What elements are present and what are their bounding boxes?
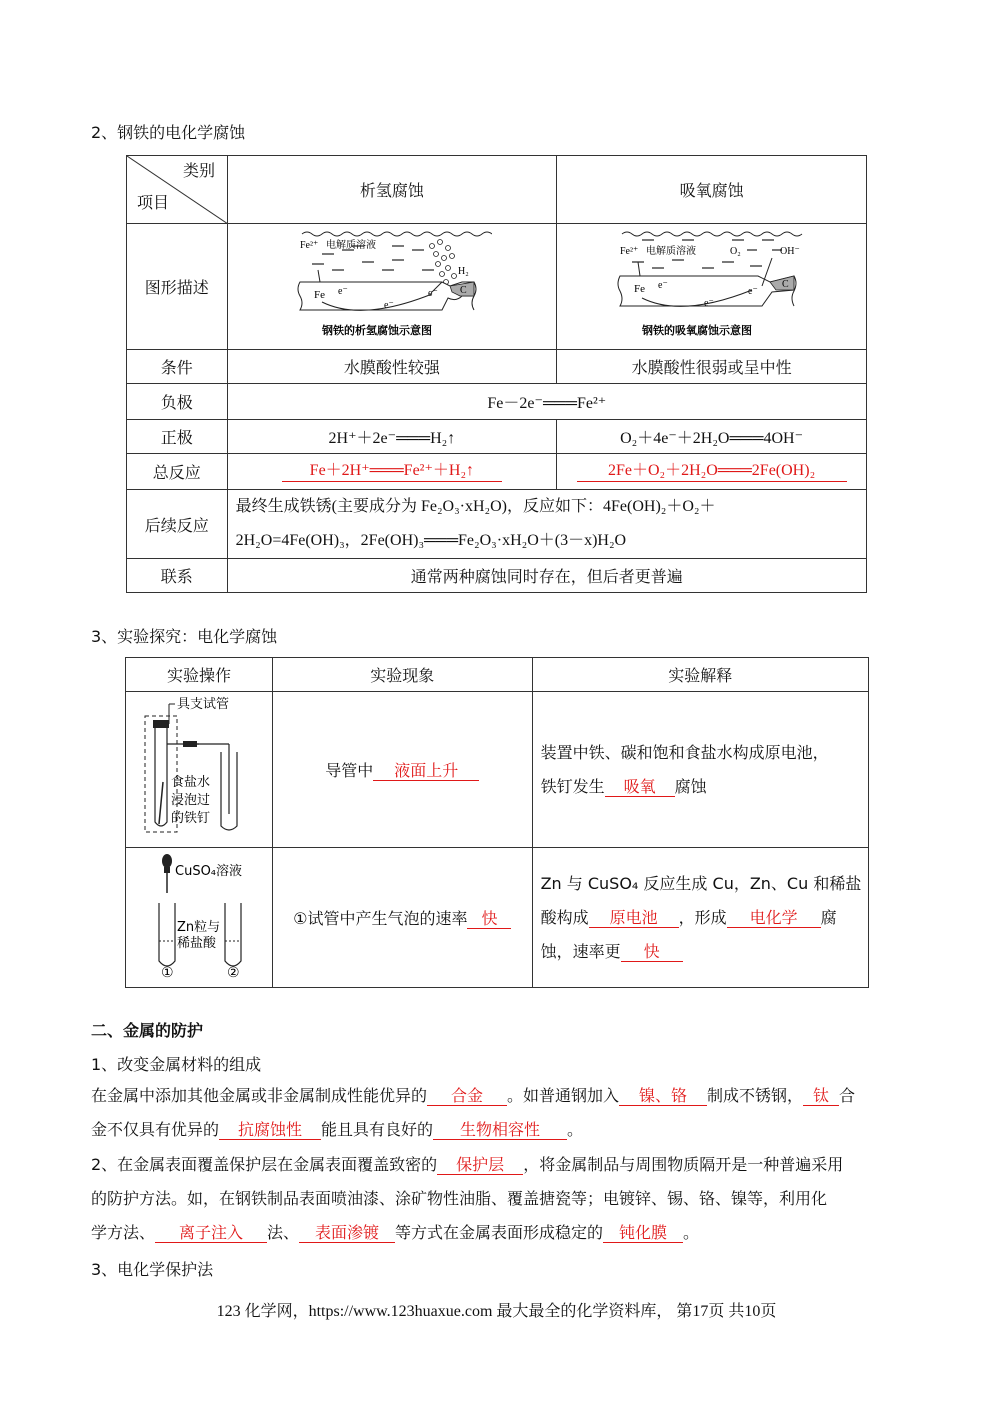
p1-answer-corrosion-resistance: 抗腐蚀性 [219, 1120, 321, 1140]
fig1-fe2: Fe²⁺ [299, 239, 319, 251]
zinc-acid-tubes-diagram [129, 851, 269, 981]
corrosion-table [126, 155, 867, 593]
relation-text: 通常两种腐蚀同时存在，但后者更普遍 [227, 559, 866, 593]
p2-answer-passivation-film: 钝化膜 [603, 1223, 683, 1243]
p1-answer-alloy: 合金 [427, 1086, 507, 1106]
follow-line-2: 2H₂O=4Fe(OH)₃，2Fe(OH)₃═══Fe₂O₃·xH₂O＋(3－x)H₂O [235, 532, 627, 549]
header-category: 类别 [183, 161, 216, 180]
exp2-zn-label-2: 稀盐酸 [176, 935, 216, 951]
total-oxygen: 2Fe＋O₂＋2H₂O═══2Fe(OH)₂ [577, 461, 847, 481]
protection-paragraph-1 [91, 1079, 903, 1147]
exp2-tube-1-number: ① [160, 964, 174, 981]
p1-text-g: 能且具有良好的 [321, 1120, 434, 1139]
p2-text-a: 2、在金属表面覆盖保护层在金属表面覆盖致密的 [91, 1155, 438, 1174]
exp1-phen-prefix: 导管中 [325, 760, 374, 780]
fig2-o2: O₂ [729, 245, 741, 257]
protection-sub-1: 1、改变金属材料的组成 [91, 1055, 262, 1074]
diagonal-header-cell [127, 156, 228, 224]
iron-nail-apparatus-diagram [129, 694, 269, 842]
exp1-exp-prefix: 铁钉发生 [540, 776, 605, 796]
exp1-phenomenon [272, 692, 532, 848]
total-hydrogen: Fe＋2H⁺═══Fe²⁺＋H₂↑ [282, 461, 502, 481]
exp1-exp-suffix: 腐蚀 [674, 776, 707, 796]
fig1-caption: 钢铁的析氢腐蚀示意图 [321, 324, 432, 337]
fig1-c: C [459, 284, 467, 296]
fig1-e1: e⁻ [337, 285, 348, 297]
condition-hydrogen: 水膜酸性较强 [227, 350, 557, 384]
exp2-exp-answer-1: 原电池 [589, 908, 679, 928]
oxygen-corrosion-diagram [612, 226, 812, 344]
fig2-oh: OH⁻ [779, 245, 800, 257]
fig1-electrolyte: 电解质溶液 [325, 239, 376, 251]
fig2-fe2: Fe²⁺ [619, 245, 638, 257]
p1-text-d: 制成不锈钢， [707, 1086, 804, 1105]
p2-text-h: 。 [683, 1223, 700, 1242]
condition-oxygen: 水膜酸性很弱或呈中性 [557, 350, 867, 384]
p1-text-c: 。如普通钢加入 [507, 1086, 620, 1105]
experiment-table [125, 657, 869, 988]
exp1-tube-label: 具支试管 [176, 696, 229, 712]
row-label-condition: 条件 [127, 350, 228, 384]
p1-text-f: 金不仅具有优异的 [91, 1120, 220, 1139]
fig-hydrogen-cell [227, 224, 557, 350]
exp1-label-2: 浸泡过 [170, 792, 210, 808]
exp1-explanation [532, 692, 868, 848]
p1-text-e: 合 [839, 1086, 856, 1105]
p2-answer-ion-implantation: 离子注入 [155, 1223, 267, 1243]
p2-text-d: 的防护方法。如，在钢铁制品表面喷油漆、涂矿物性油脂、覆盖搪瓷等；电镀锌、锡、铬、镍等，利用化 [91, 1189, 828, 1208]
positive-oxygen: O₂＋4e⁻＋2H₂O═══4OH⁻ [557, 420, 867, 454]
exp1-exp-answer: 吸氧 [605, 777, 675, 797]
p1-answer-nickel-chromium: 镍、铬 [619, 1086, 707, 1106]
fig2-c: C [781, 278, 789, 290]
negative-equation: Fe－2e⁻═══Fe²⁺ [227, 384, 866, 420]
fig2-e2: e⁻ [703, 297, 714, 309]
protection-paragraph-2 [91, 1148, 903, 1250]
protection-sub-3: 3、电化学保护法 [91, 1260, 214, 1279]
exp2-phen-answer: 快 [467, 909, 511, 929]
fig1-e3: e⁻ [427, 287, 438, 299]
exp1-label-3: 的铁钉 [170, 810, 210, 826]
p1-text-h: 。 [567, 1120, 584, 1139]
hydrogen-corrosion-diagram [292, 226, 492, 344]
follow-line-1: 最终生成铁锈(主要成分为 Fe₂O₃·xH₂O)，反应如下：4Fe(OH)₂＋O₂＋ [235, 498, 716, 515]
fig2-electrolyte: 电解质溶液 [645, 245, 696, 257]
fig2-fe: Fe [633, 282, 645, 295]
exp2-explanation [532, 848, 868, 988]
exp1-figure-cell [126, 692, 273, 848]
row-label-relation: 联系 [127, 559, 228, 593]
fig1-h2: H₂ [457, 265, 469, 277]
exp2-phen-prefix: ①试管中产生气泡的速率 [293, 908, 468, 928]
row-label-negative: 负极 [127, 384, 228, 420]
fig-oxygen-cell [557, 224, 867, 350]
p2-answer-protective-layer: 保护层 [437, 1155, 523, 1175]
col-hydrogen: 析氢腐蚀 [227, 156, 557, 224]
col-oxygen: 吸氧腐蚀 [557, 156, 867, 224]
exp2-exp-line3-prefix: 蚀，速率更 [540, 941, 621, 961]
header-operation: 实验操作 [126, 658, 273, 692]
fig1-e2: e⁻ [383, 299, 394, 311]
p2-text-f: 法、 [267, 1223, 300, 1242]
positive-hydrogen: 2H⁺＋2e⁻═══H₂↑ [227, 420, 557, 454]
header-item: 项目 [137, 193, 170, 212]
fig1-fe: Fe [313, 288, 325, 301]
exp2-phenomenon [272, 848, 532, 988]
p2-text-c: ，将金属制品与周围物质隔开是一种普遍采用 [523, 1155, 844, 1174]
exp1-exp-line-1: 装置中铁、碳和饱和食盐水构成原电池， [540, 742, 829, 762]
protection-heading: 二、金属的防护 [91, 1021, 204, 1040]
exp2-exp-line-1: Zn 与 CuSO₄ 反应生成 Cu，Zn、Cu 和稀盐 [540, 873, 862, 893]
fig2-e1: e⁻ [657, 279, 668, 291]
exp2-exp-mid: ，形成 [678, 907, 727, 927]
row-label-positive: 正极 [127, 420, 228, 454]
p2-text-g: 等方式在金属表面形成稳定的 [395, 1223, 604, 1242]
exp2-exp-answer-3: 快 [621, 942, 683, 962]
row-label-figure: 图形描述 [127, 224, 228, 350]
fig2-caption: 钢铁的吸氧腐蚀示意图 [641, 324, 752, 337]
row-label-total: 总反应 [127, 454, 228, 490]
header-phenomenon: 实验现象 [272, 658, 532, 692]
row-label-follow: 后续反应 [127, 490, 228, 559]
header-explanation: 实验解释 [532, 658, 868, 692]
exp2-zn-label-1: Zn粒与 [176, 919, 221, 935]
exp2-exp-suffix: 腐 [820, 907, 837, 927]
p1-text-a: 在金属中添加其他金属或非金属制成性能优异的 [91, 1086, 428, 1105]
exp2-tube-2-number: ② [226, 964, 240, 981]
section-3-title: 3、实验探究：电化学腐蚀 [91, 627, 278, 646]
exp2-exp-prefix: 酸构成 [540, 907, 589, 927]
exp2-cuso4-label: CuSO₄溶液 [174, 863, 242, 879]
exp1-label-1: 食盐水 [170, 774, 210, 790]
page-footer: 123 化学网，https://www.123huaxue.com 最大最全的化学资料库， 第17页 共10页 [216, 1303, 777, 1320]
p2-text-e: 学方法、 [91, 1223, 156, 1242]
fig2-e3: e⁻ [747, 285, 758, 297]
exp2-figure-cell [126, 848, 273, 988]
section-2-title: 2、钢铁的电化学腐蚀 [91, 123, 246, 142]
p1-answer-titanium: 钛 [803, 1086, 839, 1106]
p1-answer-biocompatibility: 生物相容性 [433, 1120, 567, 1140]
p2-answer-surface-infiltration: 表面渗镀 [299, 1223, 395, 1243]
exp2-exp-answer-2: 电化学 [727, 908, 821, 928]
exp1-phen-answer: 液面上升 [373, 761, 479, 781]
